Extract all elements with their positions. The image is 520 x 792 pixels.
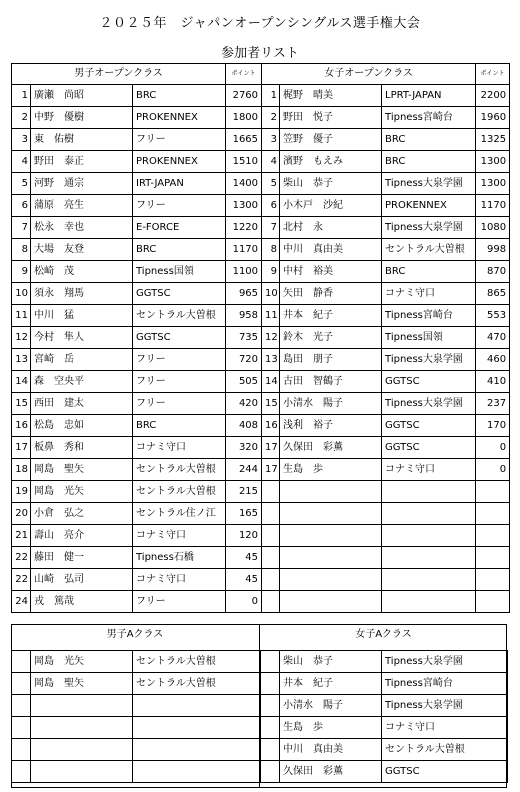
women-rank-cell [262, 481, 280, 503]
table-row [261, 761, 508, 783]
men-a-club-cell: セントラル大曽根 [133, 651, 260, 673]
men-club-cell: セントラル住ノ江 [133, 503, 226, 525]
men-name-cell: 蒲原 亮生 [31, 195, 133, 217]
table-row [12, 85, 510, 107]
women-rank-cell: 2 [262, 107, 280, 129]
men-a-class-header: 男子Aクラス [106, 629, 164, 640]
women-a-club-cell: Tipness大泉学園 [382, 651, 508, 673]
women-a-name-cell: 柴山 恭子 [280, 651, 382, 673]
women-name-cell: 中村 裕美 [280, 261, 382, 283]
women-points-cell: 1300 [476, 173, 510, 195]
table-row [261, 673, 508, 695]
women-a-index-cell [261, 651, 280, 673]
men-rank-cell: 18 [12, 459, 31, 481]
women-rank-cell: 15 [262, 393, 280, 415]
men-rank-cell: 11 [12, 305, 31, 327]
table-row [12, 481, 510, 503]
women-club-cell [382, 503, 476, 525]
women-a-club-cell: Tipness宮崎台 [382, 673, 508, 695]
women-rank-cell: 6 [262, 195, 280, 217]
women-rank-cell: 14 [262, 371, 280, 393]
men-name-cell: 壽山 亮介 [31, 525, 133, 547]
men-rank-cell: 5 [12, 173, 31, 195]
men-club-cell: BRC [133, 415, 226, 437]
men-club-cell: コナミ守口 [133, 569, 226, 591]
women-a-club-cell: Tipness大泉学園 [382, 695, 508, 717]
men-rank-cell: 22 [12, 547, 31, 569]
men-name-cell: 廣瀬 尚昭 [31, 85, 133, 107]
women-points-cell: 1300 [476, 151, 510, 173]
men-a-index-cell [12, 673, 31, 695]
women-name-cell: 鈴木 光子 [280, 327, 382, 349]
women-rank-cell: 17 [262, 437, 280, 459]
women-name-cell: 小清水 陽子 [280, 393, 382, 415]
table-row [12, 129, 510, 151]
men-rank-cell: 2 [12, 107, 31, 129]
men-points-cell: 120 [226, 525, 262, 547]
women-points-cell: 1960 [476, 107, 510, 129]
women-name-cell [280, 481, 382, 503]
men-a-club-cell [133, 739, 260, 761]
men-a-name-cell: 岡島 光矢 [31, 651, 133, 673]
women-name-cell: 濱野 もえみ [280, 151, 382, 173]
men-name-cell: 中野 優樹 [31, 107, 133, 129]
men-a-club-cell [133, 717, 260, 739]
women-rank-cell: 5 [262, 173, 280, 195]
women-a-name-cell: 久保田 彩薫 [280, 761, 382, 783]
women-club-cell [382, 591, 476, 613]
women-rank-cell: 12 [262, 327, 280, 349]
women-rank-cell: 17 [262, 459, 280, 481]
table-row [12, 569, 510, 591]
men-name-cell: 大場 友登 [31, 239, 133, 261]
women-points-header: ポイント [476, 64, 510, 85]
men-name-cell: 中川 猛 [31, 305, 133, 327]
women-points-cell: 470 [476, 327, 510, 349]
men-a-name-cell [31, 739, 133, 761]
men-name-cell: 藤田 健一 [31, 547, 133, 569]
men-rank-cell: 7 [12, 217, 31, 239]
men-name-cell: 野田 泰正 [31, 151, 133, 173]
women-points-cell: 553 [476, 305, 510, 327]
women-name-cell: 梶野 晴美 [280, 85, 382, 107]
men-club-cell: BRC [133, 85, 226, 107]
table-row [12, 239, 510, 261]
men-name-cell: 山崎 弘司 [31, 569, 133, 591]
men-name-cell: 松崎 茂 [31, 261, 133, 283]
women-a-class-header: 女子Aクラス [355, 629, 412, 640]
women-club-cell: BRC [382, 129, 476, 151]
men-club-cell: コナミ守口 [133, 437, 226, 459]
table-row [12, 173, 510, 195]
women-name-cell: 北村 永 [280, 217, 382, 239]
table-row [12, 327, 510, 349]
men-points-cell: 505 [226, 371, 262, 393]
women-a-class-table [260, 650, 508, 783]
women-club-cell: Tipness宮崎台 [382, 107, 476, 129]
open-class-table [11, 63, 510, 613]
men-rank-cell: 20 [12, 503, 31, 525]
women-points-cell [476, 503, 510, 525]
men-name-cell: 今村 隼人 [31, 327, 133, 349]
men-points-cell: 1510 [226, 151, 262, 173]
men-rank-cell: 1 [12, 85, 31, 107]
women-club-cell: PROKENNEX [382, 195, 476, 217]
women-name-cell: 中川 真由美 [280, 239, 382, 261]
men-a-club-cell [133, 761, 260, 783]
table-row [12, 503, 510, 525]
men-name-cell: 森 空央平 [31, 371, 133, 393]
women-a-index-cell [261, 717, 280, 739]
women-club-cell: Tipness大泉学園 [382, 173, 476, 195]
women-rank-cell: 3 [262, 129, 280, 151]
women-points-cell: 410 [476, 371, 510, 393]
open-class-header-row [12, 64, 510, 85]
men-rank-cell: 17 [12, 437, 31, 459]
women-club-cell: セントラル大曽根 [382, 239, 476, 261]
men-points-cell: 958 [226, 305, 262, 327]
men-club-cell: フリー [133, 591, 226, 613]
women-a-club-cell: GGTSC [382, 761, 508, 783]
women-name-cell: 柴山 恭子 [280, 173, 382, 195]
men-points-header: ポイント [226, 64, 262, 85]
women-points-cell [476, 547, 510, 569]
table-row [12, 393, 510, 415]
men-club-cell: フリー [133, 129, 226, 151]
men-a-name-cell [31, 695, 133, 717]
table-row [12, 151, 510, 173]
women-rank-cell [262, 547, 280, 569]
women-a-name-cell: 小清水 陽子 [280, 695, 382, 717]
men-a-name-cell: 岡島 聖矢 [31, 673, 133, 695]
women-a-index-cell [261, 695, 280, 717]
women-name-cell [280, 525, 382, 547]
men-club-cell: フリー [133, 393, 226, 415]
women-name-cell: 野田 悦子 [280, 107, 382, 129]
men-a-club-cell [133, 695, 260, 717]
men-points-cell: 165 [226, 503, 262, 525]
women-a-index-cell [261, 761, 280, 783]
table-row [12, 673, 260, 695]
men-rank-cell: 19 [12, 481, 31, 503]
table-row [12, 695, 260, 717]
men-name-cell: 河野 通宗 [31, 173, 133, 195]
men-club-cell: BRC [133, 239, 226, 261]
women-rank-cell: 1 [262, 85, 280, 107]
men-name-cell: 西田 建太 [31, 393, 133, 415]
women-a-name-cell: 中川 真由美 [280, 739, 382, 761]
women-points-cell: 460 [476, 349, 510, 371]
men-name-cell: 岡島 聖矢 [31, 459, 133, 481]
men-rank-cell: 15 [12, 393, 31, 415]
women-club-cell: LPRT-JAPAN [382, 85, 476, 107]
men-club-cell: E-FORCE [133, 217, 226, 239]
women-club-cell [382, 525, 476, 547]
men-club-cell: セントラル大曽根 [133, 481, 226, 503]
women-points-cell: 0 [476, 459, 510, 481]
men-rank-cell: 12 [12, 327, 31, 349]
women-club-cell: コナミ守口 [382, 283, 476, 305]
women-a-index-cell [261, 673, 280, 695]
table-row [12, 761, 260, 783]
men-points-cell: 1400 [226, 173, 262, 195]
women-rank-cell [262, 503, 280, 525]
table-row [12, 651, 260, 673]
men-a-index-cell [12, 717, 31, 739]
women-name-cell: 島田 朋子 [280, 349, 382, 371]
women-rank-cell: 10 [262, 283, 280, 305]
women-points-cell [476, 569, 510, 591]
women-a-club-cell: セントラル大曽根 [382, 739, 508, 761]
men-points-cell: 420 [226, 393, 262, 415]
women-points-cell [476, 525, 510, 547]
men-rank-cell: 10 [12, 283, 31, 305]
table-row [12, 217, 510, 239]
women-points-cell [476, 591, 510, 613]
women-club-cell: Tipness大泉学園 [382, 393, 476, 415]
women-rank-cell: 13 [262, 349, 280, 371]
women-points-cell: 998 [476, 239, 510, 261]
women-rank-cell: 7 [262, 217, 280, 239]
men-rank-cell: 24 [12, 591, 31, 613]
women-name-cell: 笠野 優子 [280, 129, 382, 151]
table-row [12, 305, 510, 327]
men-club-cell: セントラル大曽根 [133, 305, 226, 327]
men-points-cell: 45 [226, 569, 262, 591]
women-rank-cell: 16 [262, 415, 280, 437]
women-club-cell: BRC [382, 261, 476, 283]
men-rank-cell: 16 [12, 415, 31, 437]
table-row [261, 717, 508, 739]
men-points-cell: 1800 [226, 107, 262, 129]
men-name-cell: 岡島 光矢 [31, 481, 133, 503]
men-name-cell: 小倉 弘之 [31, 503, 133, 525]
men-points-cell: 0 [226, 591, 262, 613]
women-club-cell: Tipness国領 [382, 327, 476, 349]
table-row [12, 349, 510, 371]
men-a-name-cell [31, 761, 133, 783]
men-points-cell: 215 [226, 481, 262, 503]
women-club-cell [382, 547, 476, 569]
men-club-cell: Tipness石橋 [133, 547, 226, 569]
women-name-cell: 浅利 裕子 [280, 415, 382, 437]
table-row [12, 261, 510, 283]
men-points-cell: 1100 [226, 261, 262, 283]
document-title: ２０２５年 ジャパンオープンシングルス選手権大会 [99, 16, 421, 31]
women-rank-cell [262, 525, 280, 547]
men-points-cell: 720 [226, 349, 262, 371]
women-club-cell: Tipness宮崎台 [382, 305, 476, 327]
women-name-cell: 古田 智鶴子 [280, 371, 382, 393]
women-name-cell: 小木戸 沙紀 [280, 195, 382, 217]
men-points-cell: 735 [226, 327, 262, 349]
women-club-cell: BRC [382, 151, 476, 173]
women-name-cell [280, 569, 382, 591]
women-points-cell: 865 [476, 283, 510, 305]
women-club-cell: GGTSC [382, 415, 476, 437]
men-rank-cell: 14 [12, 371, 31, 393]
table-row [12, 107, 510, 129]
men-a-index-cell [12, 651, 31, 673]
men-open-header: 男子オープンクラス [12, 64, 226, 85]
women-a-index-cell [261, 739, 280, 761]
women-a-club-cell: コナミ守口 [382, 717, 508, 739]
men-points-cell: 1170 [226, 239, 262, 261]
women-points-cell: 870 [476, 261, 510, 283]
men-a-club-cell: セントラル大曽根 [133, 673, 260, 695]
women-rank-cell: 8 [262, 239, 280, 261]
women-open-header: 女子オープンクラス [262, 64, 476, 85]
table-row [12, 195, 510, 217]
women-points-cell: 2200 [476, 85, 510, 107]
table-row [12, 591, 510, 613]
men-club-cell: PROKENNEX [133, 107, 226, 129]
men-club-cell: GGTSC [133, 327, 226, 349]
men-club-cell: IRT-JAPAN [133, 173, 226, 195]
table-row [12, 371, 510, 393]
men-rank-cell: 8 [12, 239, 31, 261]
women-points-cell: 1080 [476, 217, 510, 239]
men-club-cell: フリー [133, 371, 226, 393]
men-name-cell: 松島 忠如 [31, 415, 133, 437]
men-points-cell: 1665 [226, 129, 262, 151]
table-row [12, 739, 260, 761]
women-name-cell: 井本 紀子 [280, 305, 382, 327]
men-points-cell: 244 [226, 459, 262, 481]
men-name-cell: 板鼻 秀和 [31, 437, 133, 459]
men-points-cell: 965 [226, 283, 262, 305]
men-name-cell: 宮崎 岳 [31, 349, 133, 371]
women-name-cell: 生島 歩 [280, 459, 382, 481]
men-points-cell: 320 [226, 437, 262, 459]
women-rank-cell [262, 569, 280, 591]
women-club-cell: GGTSC [382, 437, 476, 459]
men-club-cell: Tipness国領 [133, 261, 226, 283]
men-club-cell: GGTSC [133, 283, 226, 305]
men-rank-cell: 22 [12, 569, 31, 591]
men-rank-cell: 13 [12, 349, 31, 371]
women-a-name-cell: 生島 歩 [280, 717, 382, 739]
women-rank-cell: 9 [262, 261, 280, 283]
men-a-index-cell [12, 761, 31, 783]
women-rank-cell: 4 [262, 151, 280, 173]
men-points-cell: 45 [226, 547, 262, 569]
men-points-cell: 408 [226, 415, 262, 437]
men-rank-cell: 4 [12, 151, 31, 173]
women-points-cell: 237 [476, 393, 510, 415]
table-row [12, 283, 510, 305]
men-name-cell: 須永 翔馬 [31, 283, 133, 305]
men-name-cell: 松永 幸也 [31, 217, 133, 239]
table-row [12, 459, 510, 481]
men-name-cell: 戎 篤哉 [31, 591, 133, 613]
women-rank-cell [262, 591, 280, 613]
women-club-cell: Tipness大泉学園 [382, 349, 476, 371]
men-rank-cell: 3 [12, 129, 31, 151]
table-row [261, 651, 508, 673]
women-points-cell: 1325 [476, 129, 510, 151]
women-club-cell [382, 481, 476, 503]
men-club-cell: PROKENNEX [133, 151, 226, 173]
men-points-cell: 2760 [226, 85, 262, 107]
table-row [261, 695, 508, 717]
men-name-cell: 東 佑樹 [31, 129, 133, 151]
women-points-cell [476, 481, 510, 503]
men-rank-cell: 9 [12, 261, 31, 283]
women-club-cell: コナミ守口 [382, 459, 476, 481]
men-a-class-table [11, 650, 260, 783]
women-name-cell [280, 503, 382, 525]
women-points-cell: 170 [476, 415, 510, 437]
table-row [12, 547, 510, 569]
men-rank-cell: 21 [12, 525, 31, 547]
women-name-cell: 久保田 彩薫 [280, 437, 382, 459]
women-club-cell [382, 569, 476, 591]
men-club-cell: セントラル大曽根 [133, 459, 226, 481]
men-a-index-cell [12, 739, 31, 761]
men-a-name-cell [31, 717, 133, 739]
men-rank-cell: 6 [12, 195, 31, 217]
women-name-cell: 矢田 静香 [280, 283, 382, 305]
women-rank-cell: 11 [262, 305, 280, 327]
women-name-cell [280, 591, 382, 613]
women-points-cell: 0 [476, 437, 510, 459]
men-club-cell: フリー [133, 349, 226, 371]
women-name-cell [280, 547, 382, 569]
table-row [12, 415, 510, 437]
men-points-cell: 1220 [226, 217, 262, 239]
table-row [12, 717, 260, 739]
table-row [12, 437, 510, 459]
document-subtitle: 参加者リスト [221, 46, 299, 61]
men-points-cell: 1300 [226, 195, 262, 217]
women-points-cell: 1170 [476, 195, 510, 217]
table-row [261, 739, 508, 761]
women-club-cell: GGTSC [382, 371, 476, 393]
women-a-name-cell: 井本 紀子 [280, 673, 382, 695]
table-row [12, 525, 510, 547]
men-club-cell: コナミ守口 [133, 525, 226, 547]
men-a-index-cell [12, 695, 31, 717]
men-club-cell: フリー [133, 195, 226, 217]
women-club-cell: Tipness大泉学園 [382, 217, 476, 239]
